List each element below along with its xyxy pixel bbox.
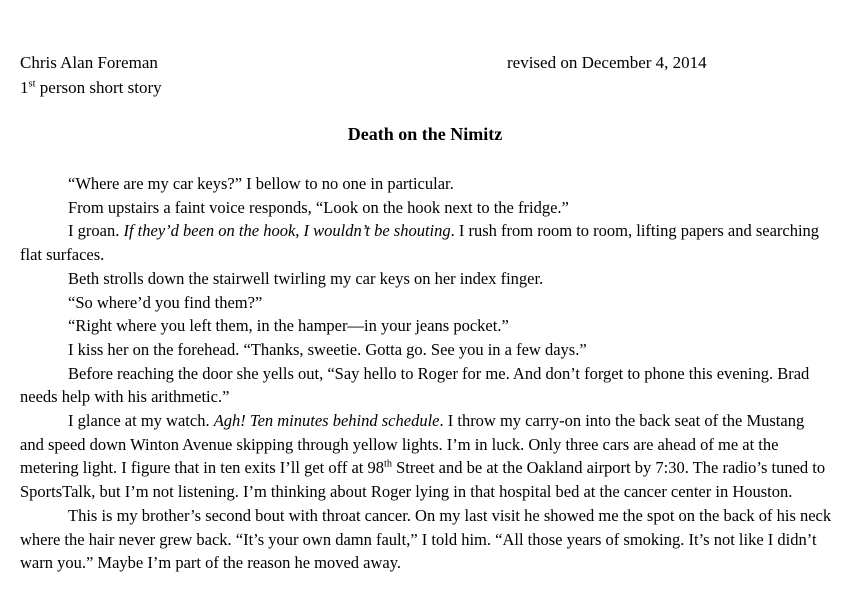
story-paragraph — [20, 362, 832, 409]
superscript-run: th — [383, 458, 392, 470]
text-run: Street and be at the Oakland airport by 7:30. The radio’s tuned to SportsTalk, but I’m not listening. I’m thinking about Roger lying in that hospital bed at the cancer center in Houston. — [20, 458, 826, 502]
author-name: Chris Alan Foreman — [20, 53, 158, 72]
text-run: . I rush from room to room, lifting papers and searching flat surfaces. — [20, 221, 820, 265]
story-paragraph — [20, 291, 832, 315]
text-run: I glance at my watch. — [68, 411, 214, 431]
text-run: From upstairs a faint voice responds, “Look on the hook next to the fridge.” — [68, 197, 569, 217]
revision-date: revised on December 4, 2014 — [507, 53, 707, 72]
page-title: Death on the Nimitz — [347, 124, 503, 144]
superscript-run: st — [28, 78, 36, 90]
text-run: “So where’d you find them?” — [68, 292, 263, 312]
story-paragraph — [20, 172, 832, 196]
header-line-2 — [20, 75, 830, 100]
text-run: “Where are my car keys?” I bellow to no one in particular. — [68, 174, 454, 193]
story-paragraph — [20, 314, 832, 338]
story-paragraph — [20, 267, 832, 291]
story-paragraph — [20, 504, 832, 575]
document-subtitle — [20, 78, 162, 97]
text-run: 1 — [20, 78, 29, 97]
text-run: person short story — [35, 78, 162, 97]
italic-run: If they’d been on the hook, I wouldn’t be shouting — [123, 221, 451, 241]
italic-run: Agh! Ten minutes behind schedule — [213, 411, 440, 431]
header-line-1 — [20, 50, 830, 75]
text-run: Before reaching the door she yells out, “Say hello to Roger for me. And don’t forget to phone this evening. Brad needs help with his arithmetic.” — [20, 363, 810, 407]
text-run: “Right where you left them, in the hamper—in your jeans pocket.” — [68, 316, 509, 336]
text-run: This is my brother’s second bout with throat cancer. On my last visit he showed me the spot on the back of his neck where the hair never grew back. “It’s your own damn fault,” I told him. “All those years of smoking. It’s not like I didn’t warn you.” Maybe I’m part of the reason he moved away. — [20, 505, 832, 573]
story-paragraph — [20, 219, 832, 266]
story-paragraph — [20, 196, 832, 220]
text-run: . I throw my carry-on into the back seat of the Mustang and speed down Winton Avenue skipping through yellow lights. I’m in luck. Only three cars are ahead of me at the metering light. I figure that in ten exits I’ll get off at 98 — [20, 411, 805, 478]
text-run: I kiss her on the forehead. “Thanks, sweetie. Gotta go. See you in a few days.” — [68, 339, 587, 359]
story-body — [20, 172, 832, 575]
story-paragraph — [20, 338, 832, 362]
document-header — [20, 50, 830, 100]
text-run: Beth strolls down the stairwell twirling my car keys on her index finger. — [68, 268, 544, 288]
story-paragraph — [20, 409, 832, 504]
text-run: I groan. — [68, 221, 124, 241]
